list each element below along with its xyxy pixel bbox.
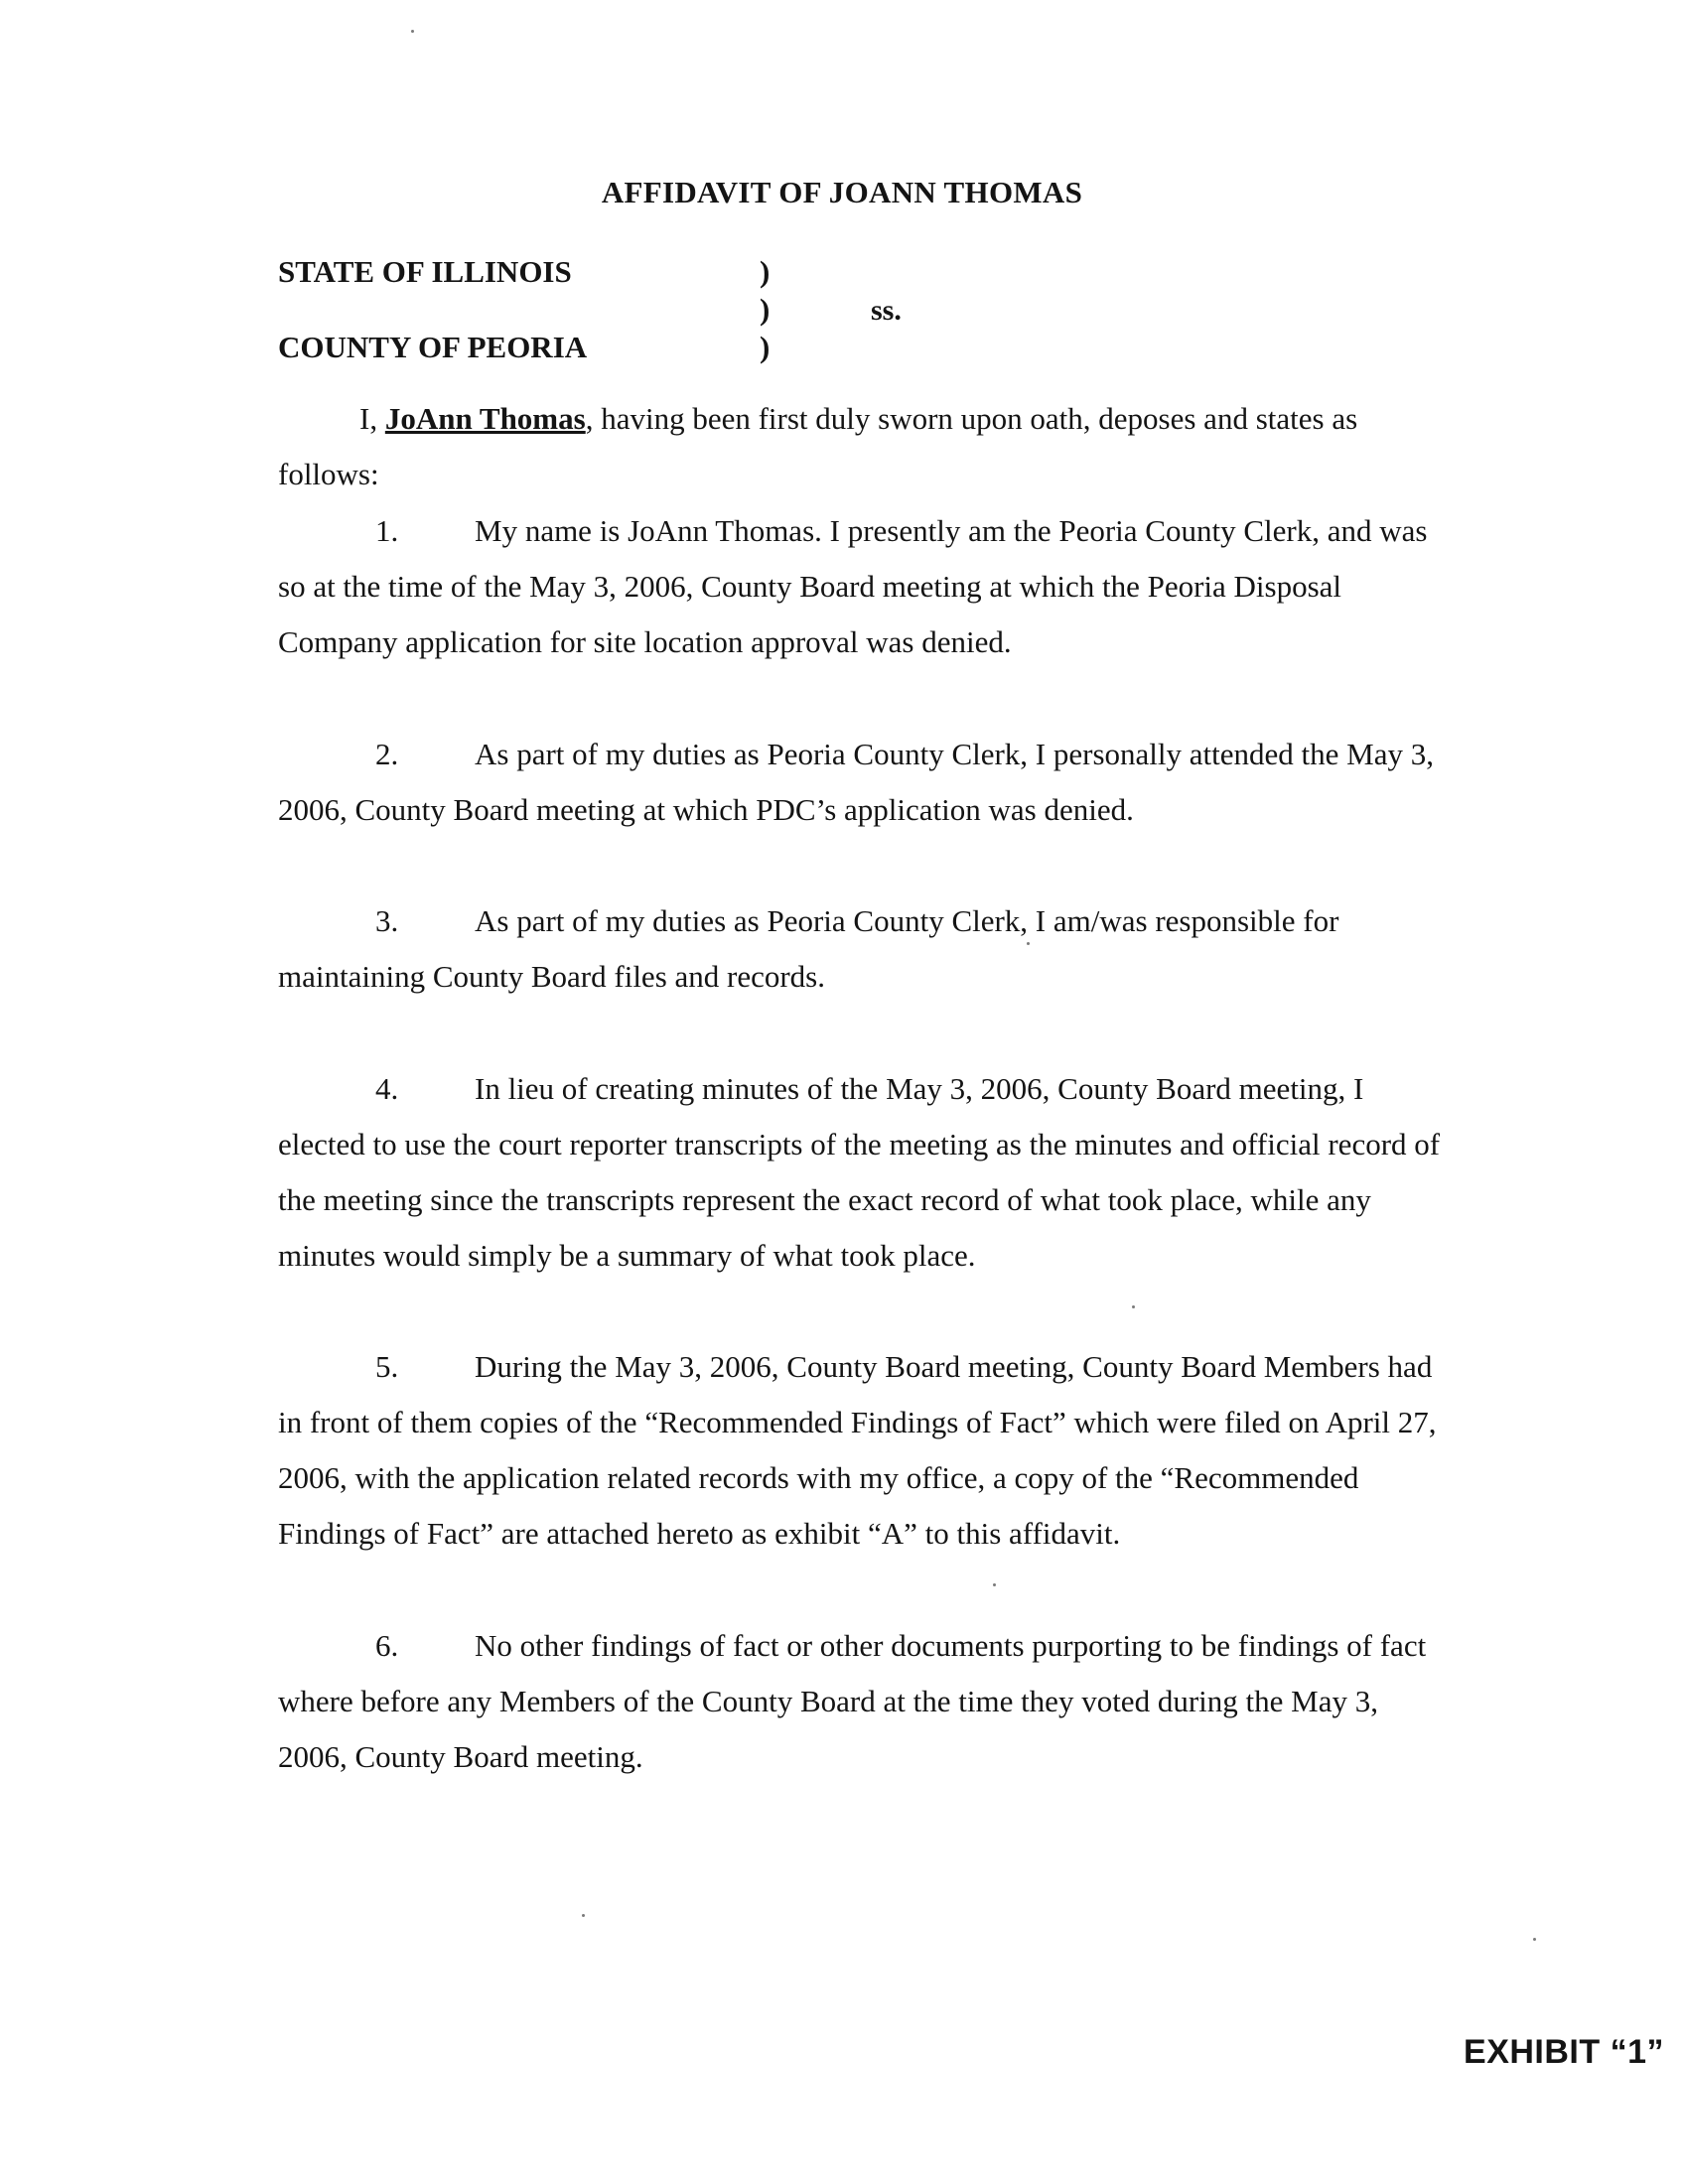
caption-state: STATE OF ILLINOIS — [278, 254, 572, 289]
caption-county: COUNTY OF PEORIA — [278, 330, 588, 364]
caption-paren: ) — [760, 254, 771, 289]
paragraph-text: In lieu of creating minutes of the May 3, 2006, County Board meeting, I elected to use the court reporter transcripts of the meeting as the minutes and official record of the meeting since the transcripts represent the exact record of what took place, while any minutes would simply be a summary of what took place. — [278, 1071, 1441, 1273]
numbered-paragraph — [278, 893, 1450, 1005]
intro-prefix: I, — [359, 401, 385, 436]
paragraph-number: 2. — [375, 737, 399, 771]
paragraph-text: As part of my duties as Peoria County Clerk, I personally attended the May 3, 2006, County Board meeting at which PDC’s application was denied. — [278, 737, 1434, 827]
paragraph-number: 4. — [375, 1071, 399, 1106]
paragraph-number: 5. — [375, 1349, 399, 1384]
paragraph-number: 1. — [375, 513, 399, 548]
affiant-name: JoAnn Thomas — [384, 401, 586, 436]
paragraph-text: My name is JoAnn Thomas. I presently am the Peoria County Clerk, and was so at the time of the May 3, 2006, County Board meeting at which the Peoria Disposal Company application for site location approval was denied. — [278, 513, 1428, 659]
numbered-paragraph — [278, 503, 1450, 670]
exhibit-label: EXHIBIT “1” — [1464, 2033, 1664, 2071]
paragraph-number: 6. — [375, 1628, 399, 1663]
caption-paren: ) — [760, 292, 771, 327]
scan-speck — [582, 1914, 585, 1917]
caption-paren: ) — [760, 330, 771, 364]
numbered-paragraph — [278, 727, 1450, 838]
caption-venue-ss: ss. — [871, 294, 902, 327]
numbered-paragraph — [278, 1618, 1450, 1785]
paragraph-text: As part of my duties as Peoria County Clerk, I am/was responsible for maintaining County Board files and records. — [278, 903, 1339, 994]
intro-text: , having been first duly sworn upon oath, deposes and states as follows: — [278, 401, 1358, 491]
numbered-paragraph — [278, 1339, 1450, 1562]
scan-speck — [411, 30, 414, 33]
intro-paragraph — [278, 391, 1450, 502]
numbered-paragraph — [278, 1061, 1450, 1284]
paragraph-text: No other findings of fact or other documents purporting to be findings of fact where before any Members of the County Board at the time they voted during the May 3, 2006, County Board meeting. — [278, 1628, 1427, 1774]
scan-speck — [1132, 1305, 1135, 1308]
document-title: AFFIDAVIT OF JOANN THOMAS — [601, 175, 1083, 209]
scan-speck — [1533, 1938, 1536, 1941]
paragraph-number: 3. — [375, 903, 399, 938]
scan-speck — [1027, 942, 1030, 945]
paragraph-text: During the May 3, 2006, County Board meeting, County Board Members had in front of them copies of the “Recommended Findings of Fact” which were filed on April 27, 2006, with the application related records with my office, a copy of the “Recommended Findings of Fact” are attached hereto as exhibit “A” to this affidavit. — [278, 1349, 1437, 1551]
scan-speck — [993, 1583, 996, 1586]
